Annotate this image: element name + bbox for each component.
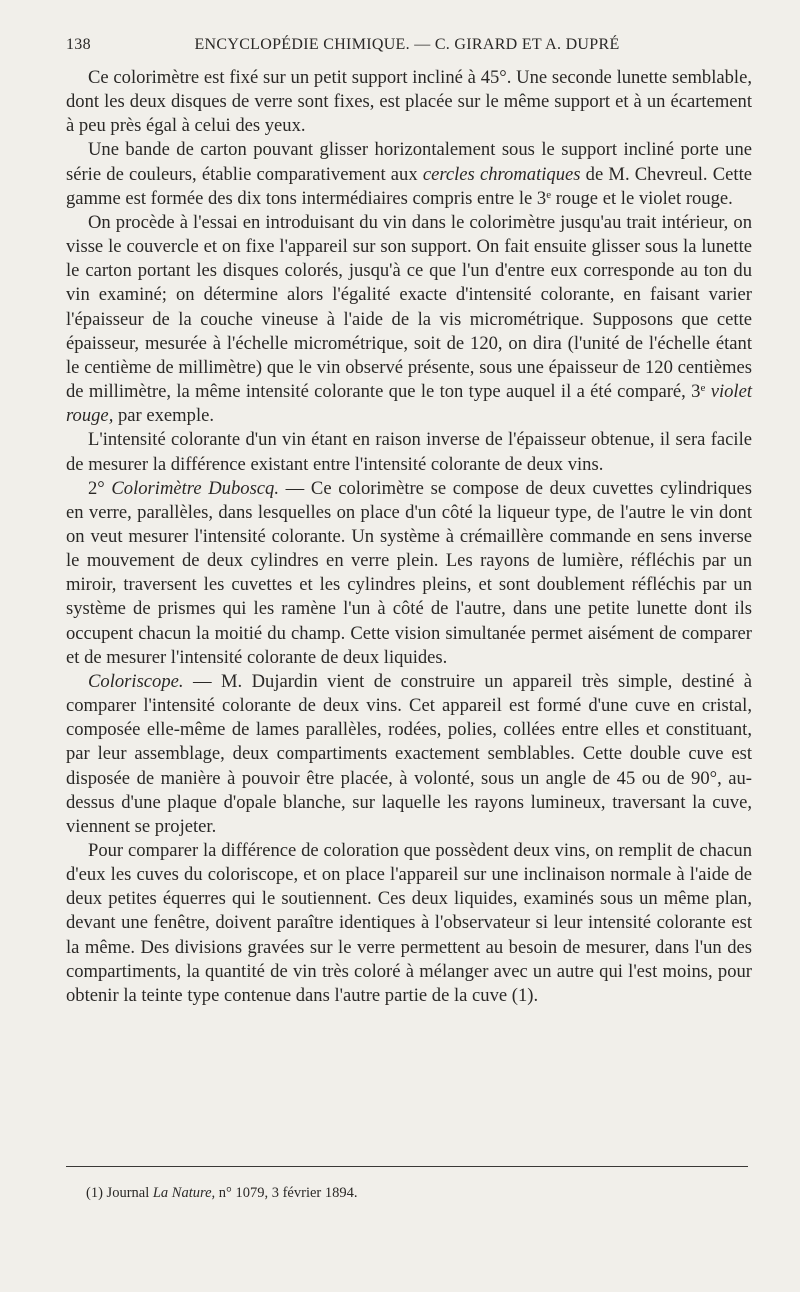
paragraph: L'intensité colorante d'un vin étant en raison inverse de l'épaisseur obtenue, il sera facile de mesurer la différence existant entre l'intensité colorante de deux vins. <box>66 429 752 475</box>
running-title: ENCYCLOPÉDIE CHIMIQUE. — C. GIRARD ET A. DUPRÉ <box>194 36 620 53</box>
paragraph: On procède à l'essai en introduisant du vin dans le colorimètre jusqu'au trait intérieur, on visse le couvercle et on fixe l'appareil sur son support. On fait ensuite glisser sous la lunette le carton portant les disques colorés, jusqu'à ce que l'un d'entre eux corresponde au ton du vin examiné; on détermine alors l'égalité exacte d'intensité colorante, en faisant varier l'épaisseur de la couche vineuse à l'aide de la vis micrométrique. Supposons que cette épaisseur, mesurée à l'échelle micrométrique, soit de 120, on dira (l'unité de l'échelle étant le centième de millimètre) que le vin observé présente, sous une épaisseur de 120 centièmes de millimètre, la même intensité colorante que le ton type auquel il a été comparé, 3e violet rouge, par exemple. <box>66 211 752 427</box>
running-header <box>66 36 748 58</box>
italic-term: violet rouge, <box>66 381 752 427</box>
paragraph: Une bande de carton pouvant glisser horizontalement sous le support incliné porte une série de couleurs, établie comparativement aux cercles chromatiques de M. Chevreul. Cette gamme est formée des dix tons intermédiaires compris entre le 3e rouge et le violet rouge. <box>66 139 752 209</box>
paragraph: Pour comparer la différence de coloration que possèdent deux vins, on remplit de chacun d'eux les cuves du coloriscope, et on place l'appareil sur une inclinaison normale à l'aide de deux petites équerres qui le soutiennent. Ces deux liquides, examinés sous un même plan, devant une fenêtre, doivent paraître identiques à l'observateur si leur intensité colorante est la même. Des divisions gravées sur le verre permettent au besoin de mesurer, dans l'un des compartiments, la quantité de vin très coloré à mélanger avec un autre qui l'est moins, pour obtenir la teinte type contenue dans l'autre partie de la cuve (1). <box>66 840 752 1006</box>
paragraph: Ce colorimètre est fixé sur un petit support incliné à 45°. Une seconde lunette semblable, dont les deux disques de verre sont fixes, est placée sur le même support et à un écartement à peu près égal à celui des yeux. <box>66 67 752 137</box>
page-number: 138 <box>66 36 91 53</box>
section-paragraph: 2° Colorimètre Duboscq. — Ce colorimètre se compose de deux cuvettes cylindriques en verre, parallèles, dans lesquelles on place d'un côté la liqueur type, de l'autre le vin dont on veut mesurer l'intensité colorante. Un système à crémaillère commande en sens inverse le mouvement de deux cylindres en verre plein. Les rayons de lumière, réfléchis par un miroir, traversent les cuvettes et les cylindres pleins, et sont doublement réfléchis par un système de prismes qui les ramène l'un à côté de l'autre, dans une petite lunette dont ils occupent chacun la moitié du champ. Cette vision simultanée permet aisément de comparer et de mesurer l'intensité colorante de deux liquides. <box>66 477 752 668</box>
section-paragraph: Coloriscope. — M. Dujardin vient de construire un appareil très simple, destiné à comparer l'intensité colorante de deux vins. Cet appareil est formé d'une cuve en cristal, composée elle-même de lames parallèles, rodées, polies, collées entre elles et constituant, par leur assemblage, deux compartiments exactement semblables. Cette double cuve est disposée de manière à pouvoir être placée, à volonté, sous un angle de 45 ou de 90°, au-dessus d'une plaque d'opale blanche, sur laquelle les rayons lumineux, traversant la cuve, viennent se projeter. <box>66 670 752 837</box>
section-title: Colorimètre Duboscq. <box>111 477 280 499</box>
journal-title: La Nature, <box>152 1185 216 1201</box>
footnote-rule <box>66 1166 748 1167</box>
footnote: (1) Journal La Nature, n° 1079, 3 février 1894. <box>86 1185 358 1201</box>
body-text <box>66 66 752 1008</box>
italic-term: cercles chromatiques <box>422 163 581 185</box>
section-title: Coloriscope. <box>88 670 184 692</box>
